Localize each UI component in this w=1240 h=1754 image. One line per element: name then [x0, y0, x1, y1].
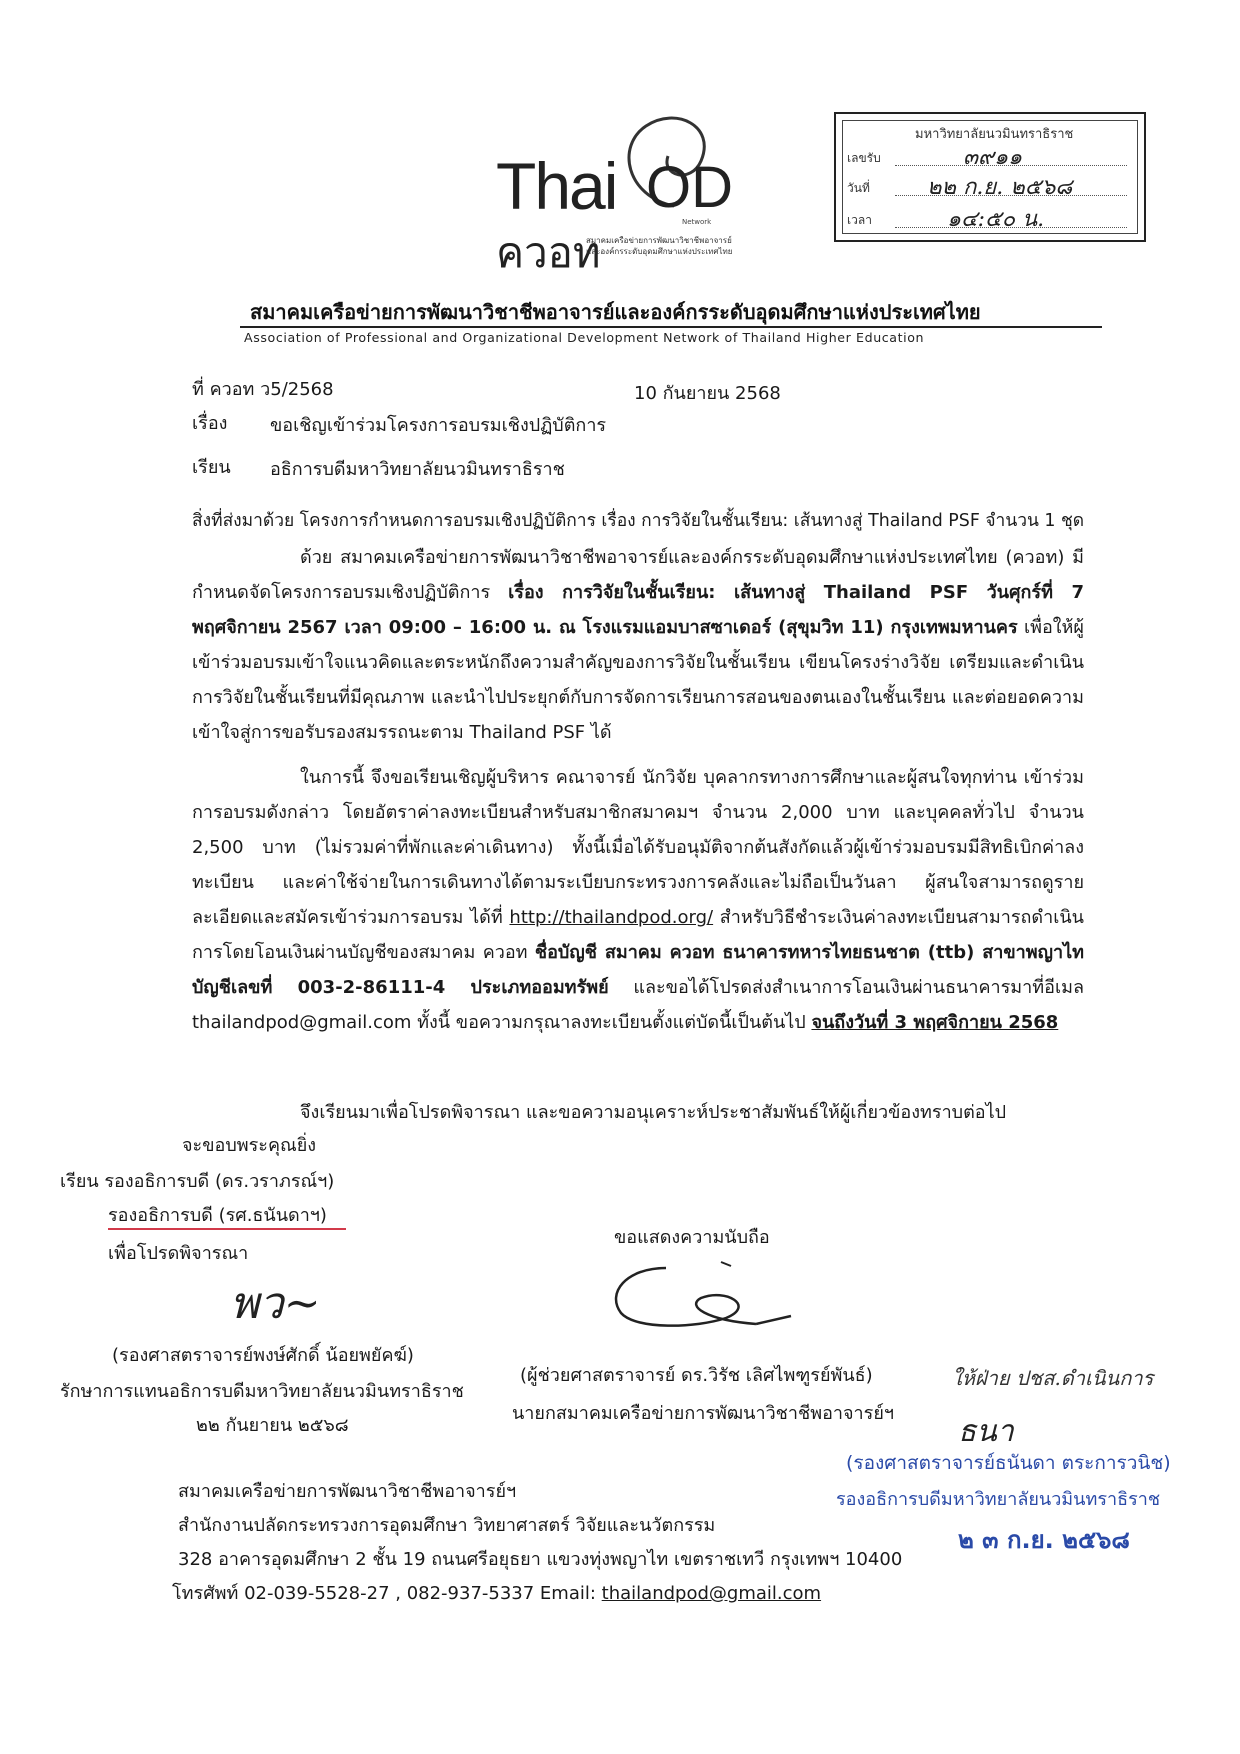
footer-contact — [172, 1578, 821, 1607]
logo-subtitle-1: สมาคมเครือข่ายการพัฒนาวิชาชีพอาจารย์ — [586, 236, 732, 245]
right-signer-position: รองอธิการบดีมหาวิทยาลัยนวมินทราธิราช — [836, 1489, 1161, 1510]
right-signer-name: (รองศาสตราจารย์ธนันดา ตระการวนิช) — [846, 1452, 1171, 1474]
stamp-row1-label: เลขรับ — [847, 151, 881, 165]
para2-payment: สำหรับวิธีชำระเงินค่าลงทะเบียนสามารถดำเนินการโดยโอนเงินผ่านบัญชีของสมาคม ควอท — [192, 907, 1084, 963]
main-signer-name: (ผู้ช่วยศาสตราจารย์ ดร.วิรัช เลิศไพฑูรย์พันธ์) — [520, 1365, 873, 1386]
org-name-english: Association of Professional and Organizational Development Network of Thailand Higher Education — [244, 330, 925, 345]
logo-od-text: OD — [646, 155, 733, 220]
enclosure-line: สิ่งที่ส่งมาด้วย โครงการกำหนดการอบรมเชิงปฏิบัติการ เรื่อง การวิจัยในชั้นเรียน: เส้นทางสู่ Thailand PSF จำนวน 1 ชุด — [192, 511, 1085, 531]
bank-account-details: ชื่อบัญชี สมาคม ควอท ธนาคารทหารไทยธนชาต (ttb) สาขาพญาไท บัญชีเลขที่ 003-2-86111-4 ประเภทออมทรัพย์ — [192, 942, 1084, 998]
note-vp-assigned: รองอธิการบดี (รศ.ธนันดาฯ) — [108, 1205, 327, 1226]
footer-org: สมาคมเครือข่ายการพัฒนาวิชาชีพอาจารย์ฯ — [178, 1481, 517, 1502]
logo — [496, 106, 796, 282]
org-name-thai: สมาคมเครือข่ายการพัฒนาวิชาชีพอาจารย์และองค์กรระดับอุดมศึกษาแห่งประเทศไทย — [250, 300, 981, 324]
letter-date: 10 กันยายน 2568 — [634, 383, 781, 404]
right-approval-date: ๒ ๓ ก.ย. ๒๕๖๘ — [958, 1526, 1130, 1554]
note-thanks: จะขอบพระคุณยิ่ง — [182, 1135, 317, 1156]
footer-address: 328 อาคารอุดมศึกษา 2 ชั้น 19 ถนนศรีอยุธยา แขวงทุ่งพญาไท เขตราชเทวี กรุงเทพฯ 10400 — [178, 1549, 903, 1570]
subject-label: เรื่อง — [192, 413, 228, 434]
para1-event-details: เรื่อง การวิจัยในชั้นเรียน: เส้นทางสู่ Thailand PSF วันศุกร์ที่ 7 พฤศจิกายน 2567 เวลา 09:00 – 16:00 น. ณ โรงแรมแอมบาสซาเดอร์ (สุขุมวิท 11) กรุงเทพมหานคร — [192, 582, 1084, 638]
registration-link[interactable]: http://thailandpod.org/ — [509, 907, 714, 928]
receipt-stamp — [834, 112, 1146, 242]
main-signer-title: นายกสมาคมเครือข่ายการพัฒนาวิชาชีพอาจารย์ฯ — [512, 1403, 894, 1424]
para2-invitation: ในการนี้ จึงขอเรียนเชิญผู้บริหาร คณาจารย์ นักวิจัย บุคลากรทางการศึกษาและผู้สนใจทุกท่าน เข้าร่วมการอบรมดังกล่าว โดยอัตราค่าลงทะเบียนสำหรับสมาชิกสมาคมฯ จำนวน 2,000 บาท และบุคคลทั่วไป จำนวน 2,500 บาท (ไม่รวมค่าที่พักและค่าเดินทาง) ทั้งนี้เมื่อได้รับอนุมัติจากต้นสังกัดแล้วผู้เข้าร่วมอบรมมีสิทธิเบิกค่าลงทะเบียน และค่าใช้จ่ายในการเดินทางได้ตามระเบียบกระทรวงการคลังและไม่ถือเป็นวันลา ผู้สนใจสามารถดูรายละเอียดและสมัครเข้าร่วมการอบรม ได้ที่ — [192, 767, 1084, 928]
para1-intro: ด้วย สมาคมเครือข่ายการพัฒนาวิชาชีพอาจารย์และองค์กรระดับอุดมศึกษาแห่งประเทศไทย (ควอท) มีกำหนดจัดโครงการอบรมเชิงปฏิบัติการ — [192, 547, 1084, 603]
subject-text: ขอเชิญเข้าร่วมโครงการอบรมเชิงปฏิบัติการ — [270, 415, 607, 436]
left-note-date: ๒๒ กันยายน ๒๕๖๘ — [196, 1415, 349, 1436]
right-handwriting: ให้ฝ่าย ปชส.ดำเนินการ — [952, 1366, 1154, 1390]
header-rule — [240, 326, 1102, 328]
main-signature — [606, 1258, 806, 1338]
logo-thai-text: Thai — [496, 149, 617, 223]
logo-kwot-text: ควอท — [496, 229, 601, 276]
registration-deadline: จนถึงวันที่ 3 พฤศจิกายน 2568 — [811, 1012, 1059, 1033]
footer-phone: โทรศัพท์ 02-039-5528-27 , 082-937-5337 Email: — [172, 1583, 602, 1604]
to-text: อธิการบดีมหาวิทยาลัยนวมินทราธิราช — [270, 459, 565, 480]
body-paragraph-1 — [192, 540, 1084, 750]
para2-transfer-note: และขอได้โปรดส่งสำเนาการโอนเงินผ่านธนาคารมาที่อีเมล thailandpod@gmail.com ทั้งนี้ ขอความกรุณาลงทะเบียนตั้งแต่บัดนี้เป็นต้นไป — [192, 977, 1084, 1033]
left-signature: พว~ — [230, 1278, 321, 1329]
stamp-row2-label: วันที่ — [847, 181, 870, 195]
body-paragraph-2 — [192, 760, 1084, 1040]
footer-email-link[interactable]: thailandpod@gmail.com — [601, 1583, 822, 1604]
regards: ขอแสดงความนับถือ — [614, 1227, 770, 1248]
right-signature: ธนา — [958, 1414, 1014, 1449]
note-consider: เพื่อโปรดพิจารณา — [108, 1243, 249, 1264]
left-signer-name: (รองศาสตราจารย์พงษ์ศักดิ์ น้อยพยัคฆ์) — [112, 1345, 414, 1366]
footer-ministry: สำนักงานปลัดกระทรวงการอุดมศึกษา วิทยาศาสตร์ วิจัยและนวัตกรรม — [178, 1515, 716, 1536]
logo-subtitle-2: และองค์กรระดับอุดมศึกษาแห่งประเทศไทย — [586, 247, 733, 256]
para1-objectives: เพื่อให้ผู้เข้าร่วมอบรมเข้าใจแนวคิดและตระหนักถึงความสำคัญของการวิจัยในชั้นเรียน เขียนโครงร่างวิจัย เตรียมและดำเนินการวิจัยในชั้นเรียนที่มีคุณภาพ และนำไปประยุกต์กับการจัดการเรียนการสอนของตนเองในชั้นเรียน และต่อยอดความเข้าใจสู่การขอรับรองสมรรถนะตาม Thailand PSF ได้ — [192, 617, 1084, 743]
red-underline — [108, 1228, 346, 1230]
note-to-vp: เรียน รองอธิการบดี (ดร.วราภรณ์ฯ) — [60, 1171, 335, 1192]
logo-network-tag: Network — [682, 218, 712, 226]
stamp-row1-value: ๓๙๑๑ — [963, 145, 1023, 170]
to-label: เรียน — [192, 457, 231, 478]
left-signer-position: รักษาการแทนอธิการบดีมหาวิทยาลัยนวมินทราธิราช — [60, 1381, 464, 1402]
stamp-title: มหาวิทยาลัยนวมินทราธิราช — [915, 127, 1074, 142]
closing-line: จึงเรียนมาเพื่อโปรดพิจารณา และขอความอนุเคราะห์ประชาสัมพันธ์ให้ผู้เกี่ยวข้องทราบต่อไป — [300, 1102, 1007, 1123]
letter-ref: ที่ ควอท ว5/2568 — [192, 379, 334, 400]
stamp-row3-value: ๑๔:๕๐ น. — [947, 207, 1045, 232]
stamp-row2-value: ๒๒ ก.ย. ๒๕๖๘ — [927, 175, 1073, 200]
stamp-row3-label: เวลา — [847, 213, 872, 227]
